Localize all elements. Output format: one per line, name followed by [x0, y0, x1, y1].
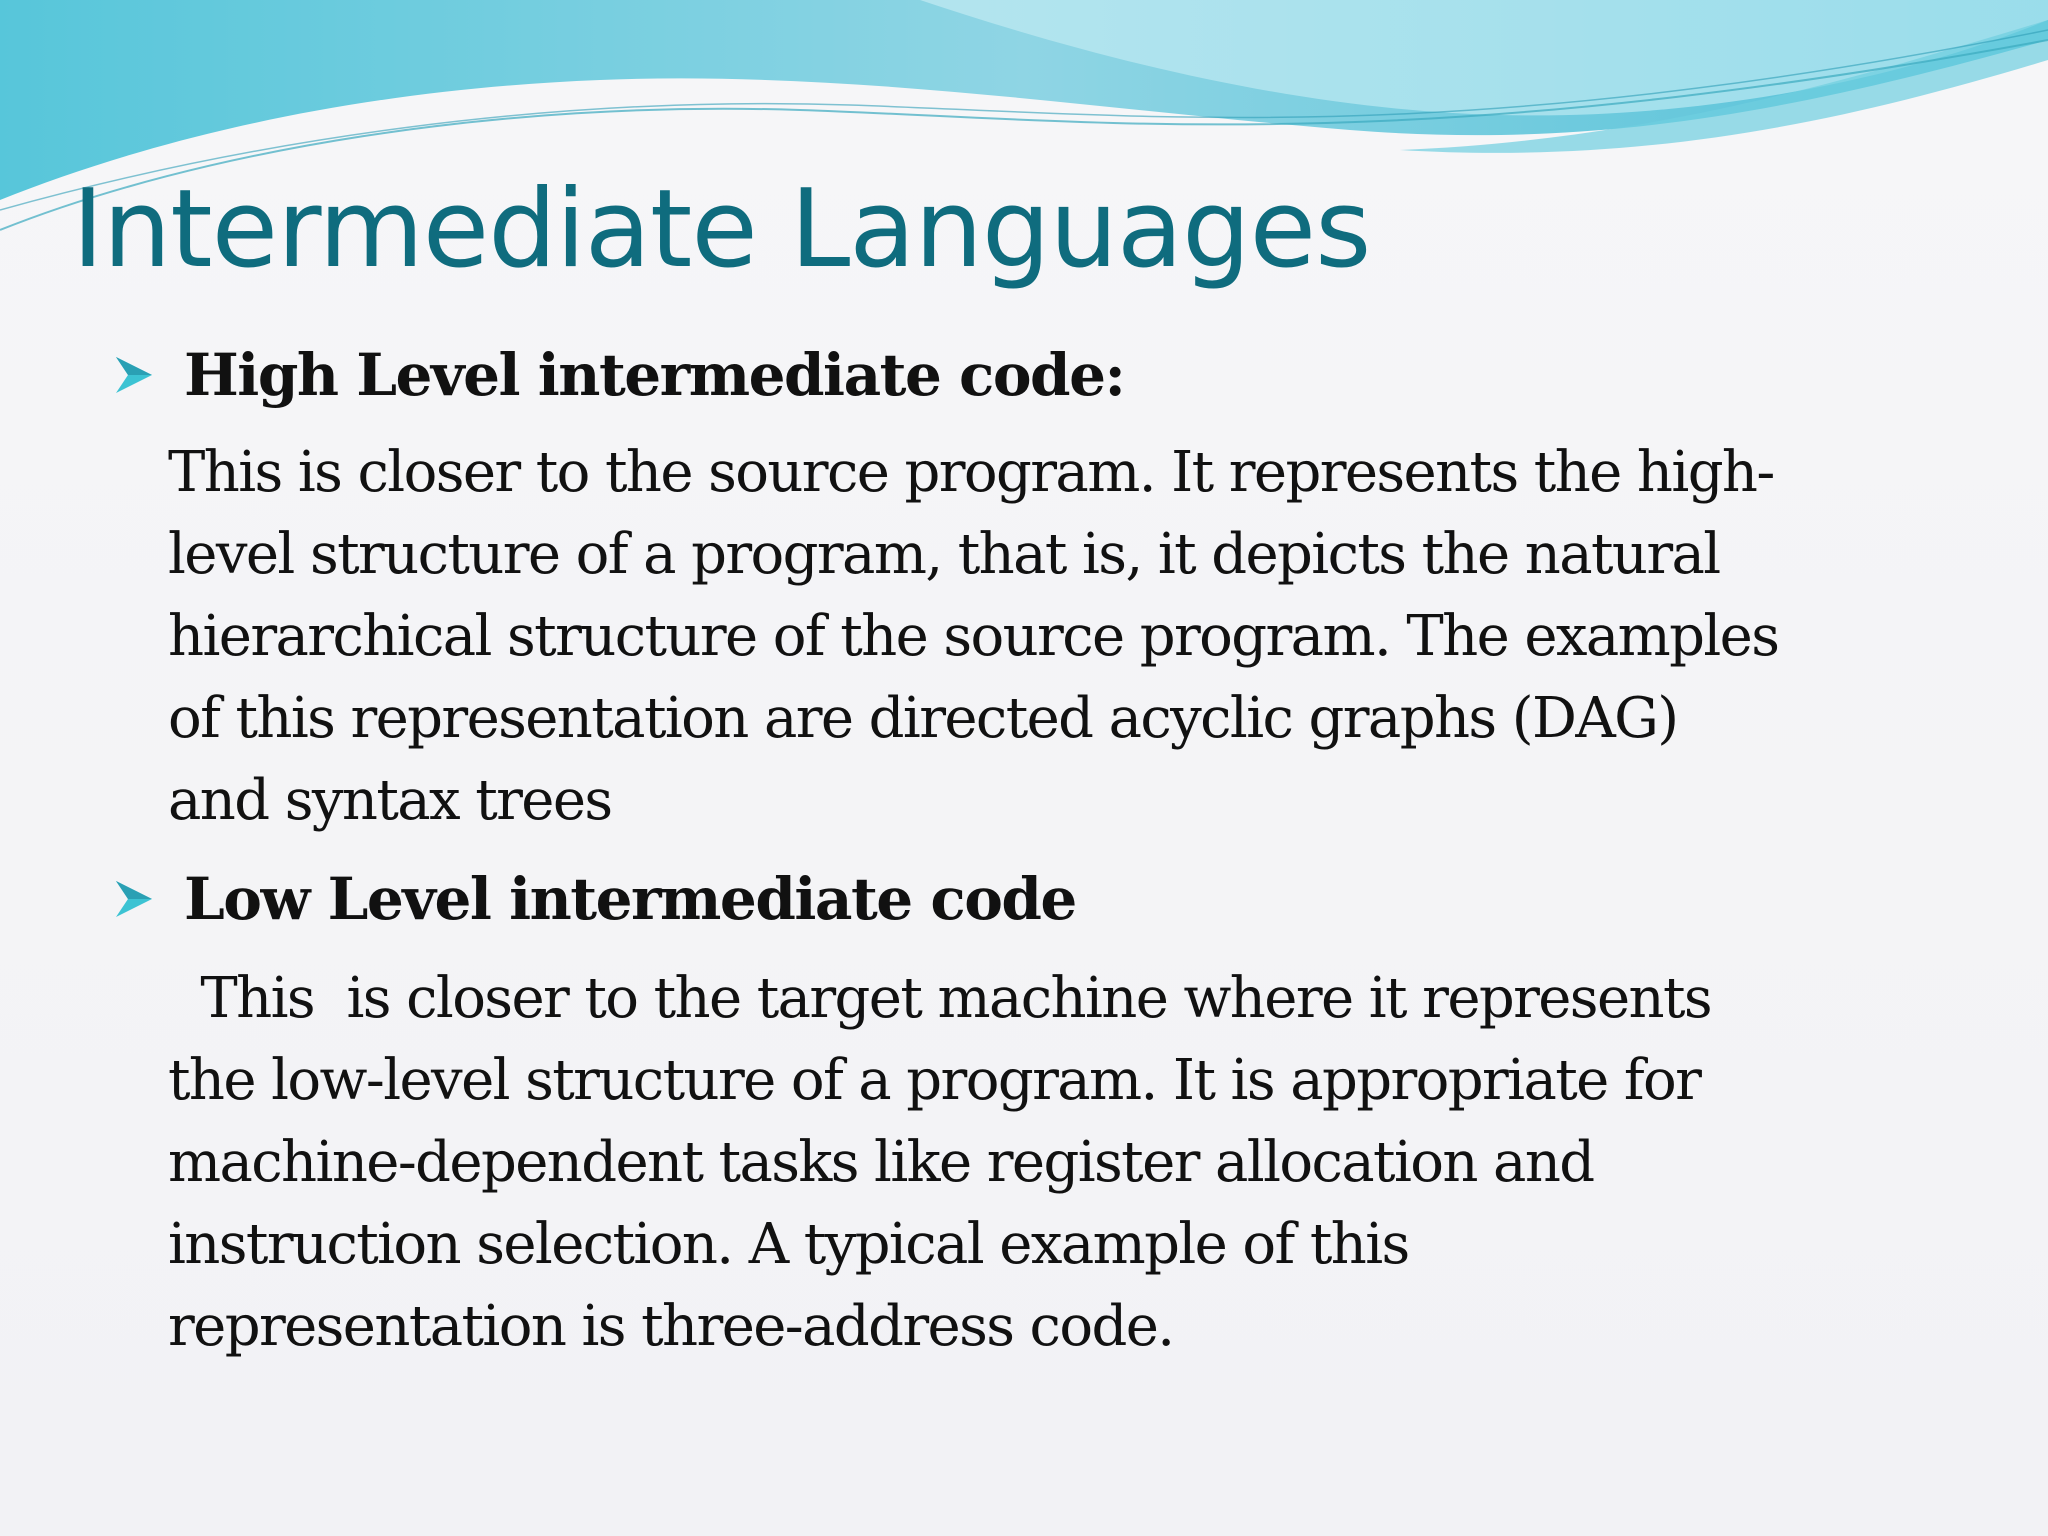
paragraph-line: hierarchical structure of the source program. The examples	[168, 604, 1779, 669]
arrow-chevron-icon	[112, 353, 156, 397]
paragraph-line: This is closer to the target machine where it represents	[168, 966, 1711, 1031]
paragraph-line: and syntax trees	[168, 768, 612, 833]
paragraph-line: machine-dependent tasks like register allocation and	[168, 1130, 1594, 1195]
paragraph-line: This is closer to the source program. It represents the high-	[168, 440, 1774, 505]
paragraph-line: the low-level structure of a program. It is appropriate for	[168, 1048, 1701, 1113]
arrow-chevron-icon	[112, 877, 156, 921]
paragraph-low-level	[168, 958, 1968, 1368]
paragraph-line: representation is three-address code.	[168, 1294, 1174, 1359]
bullet-low-level	[112, 866, 1076, 933]
bullet-high-level	[112, 342, 1124, 409]
bullet-heading: Low Level intermediate code	[184, 865, 1076, 933]
paragraph-line: instruction selection. A typical example of this	[168, 1212, 1409, 1277]
paragraph-line: of this representation are directed acyclic graphs (DAG)	[168, 686, 1678, 751]
paragraph-line: level structure of a program, that is, it depicts the natural	[168, 522, 1720, 587]
bullet-heading: High Level intermediate code:	[184, 341, 1125, 409]
slide-title: Intermediate Languages	[72, 167, 1371, 292]
paragraph-high-level	[168, 432, 1968, 842]
